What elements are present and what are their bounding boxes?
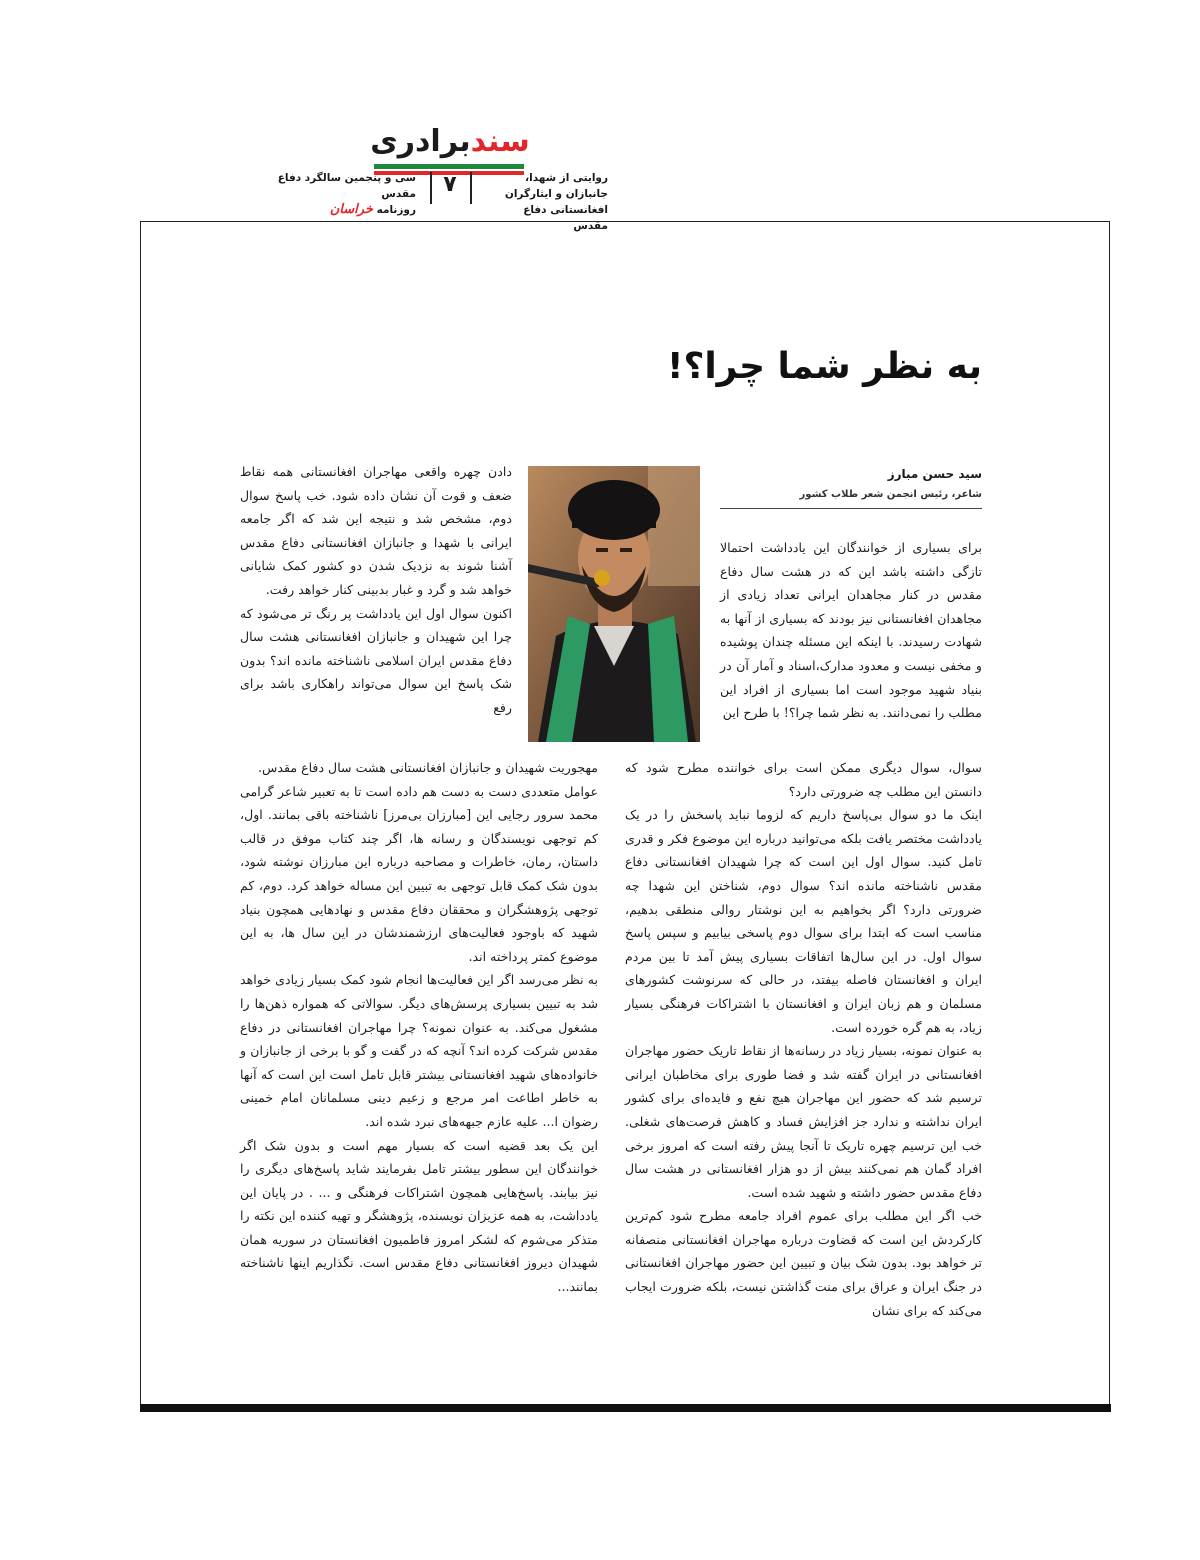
issue-label — [246, 170, 416, 218]
header-divider — [470, 172, 472, 204]
issue-label-line2 — [246, 202, 416, 218]
article-paragraph: اکنون سوال اول این یادداشت پر رنگ تر می‌شود که چرا این شهیدان و جانبازان افغانستانی هشت سال دفاع مقدس ایران اسلامی ناشناخته مانده اند؟ بدون شک پاسخ این سوال می‌تواند راهکاری باشد برای رفع — [240, 605, 512, 715]
article-column-right — [625, 756, 982, 1322]
article-paragraph: خب اگر این مطلب برای عموم افراد جامعه مطرح شود کم‌ترین کارکردش این است که قضاوت درباره مهاجران افغانستانی منصفانه تر خواهد بود. بدون شک بیان و تبیین این حضور مهاجران افغانستانی در جنگ ایران و عراق برای منت گذاشتن نیست، بلکه ضرورت ایجاب می‌کند که برای نشان — [625, 1208, 982, 1318]
article-paragraph: دادن چهره واقعی مهاجران افغانستانی همه نقاط ضعف و قوت آن نشان داده شود. خب پاسخ سوال دوم، مشخص شد و نتیجه این شد که اگر جامعه ایرانی با شهدا و جانبازان افغانستانی دفاع مقدس آشنا شوند به نزدیک شدن دو کشور کمک شایانی خواهد شد و گرد و غبار بدبینی کنار خواهد رفت. — [240, 464, 512, 597]
issue-prefix: روزنامه — [376, 204, 416, 216]
article-column-left-top — [240, 460, 512, 720]
author-portrait-photo — [528, 466, 700, 742]
section-label-line1: روایتی از شهدا، جانبازان و ایثارگران — [504, 172, 608, 200]
article-paragraph: عوامل متعددی دست به دست هم داده است تا به تعبیر شاعر گرامی محمد سرور رجایی این [مبارزان بی‌مرز] ناشناخته باقی بمانند. اول، کم توجهی نویسندگان و رسانه ها، اگر چند کتاب موفق در قالب داستان، رمان، خاطرات و مصاحبه درباره این مبارزان نوشته شود، بدون شک کمک قابل توجهی به تبیین این مساله خواهد کرد. دوم، کم توجهی پژوهشگران و محققان دفاع مقدس و نهادهایی همچون بنیاد شهید که باوجود فعالیت‌های ارزشمندشان در این سال ها، به این موضوع کمتر پرداخته اند. — [240, 783, 598, 964]
article-column-left — [240, 756, 598, 1299]
logo-dark-word: برادری — [370, 124, 471, 159]
article-paragraph: سوال، سوال دیگری ممکن است برای خواننده مطرح شود که دانستن این مطلب چه ضرورتی دارد؟ — [625, 760, 982, 799]
author-role: شاعر، رئیس انجمن شعر طلاب کشور — [799, 489, 982, 500]
header-divider — [430, 172, 432, 204]
article-paragraph: به عنوان نمونه، بسیار زیاد در رسانه‌ها از نقاط تاریک حضور مهاجران افغانستانی در ایران گفته شد و فضا طوری برای مخاطبان ایرانی ترسیم شد که حضور این مهاجران هیچ نفع و فایده‌ای برای کشور ایران نداشته و ندارد جز افزایش فساد و کاهش فرصت‌های شغلی. خب این ترسیم چهره تاریک تا آنجا پیش رفته است که امروز برخی افراد گمان هم نمی‌کنند بیش از دو هزار افغانستانی در هشت سال دفاع مقدس حضور داشته و شهید شده است. — [625, 1043, 982, 1200]
logo-wordmark — [368, 124, 532, 164]
page-number: ۷ — [443, 172, 457, 197]
byline-rule — [720, 508, 982, 509]
section-label-line2: افغانستانی دفاع مقدس — [523, 204, 608, 232]
article-paragraph: به نظر می‌رسد اگر این فعالیت‌ها انجام شود کمک بسیار زیادی خواهد شد به تبیین بسیاری پرسش‌های دیگر. سوالاتی که همواره ذهن‌ها را مشغول می‌کند. به عنوان نمونه؟ چرا مهاجران افغانستانی در دفاع مقدس شرکت کرده اند؟ آنچه که در گفت و گو با برخی از جانبازان و خانواده‌های شهید افغانستانی بیشتر قابل تامل است این است که آنها به خاطر اطاعت امر مرجع و زعیم دینی مسلمانان امام خمینی رضوان ا... علیه عازم جبهه‌های نبرد شده اند. — [240, 972, 598, 1129]
article-paragraph: برای بسیاری از خوانندگان این یادداشت احتمالا تازگی داشته باشد این که در هشت سال دفاع مقدس در کنار مجاهدان ایرانی تعداد زیادی از مجاهدان افغانستانی نیز بودند که بسیاری از آنها به شهادت رسیدند. با اینکه این مسئله چندان پوشیده و مخفی نیست و معدود مدارک،اسناد و آمار آن در بنیاد شهید موجود است اما بسیاری از افراد این مطلب را نمی‌دانند. به نظر شما چرا؟! با طرح این — [720, 540, 982, 721]
author-byline — [720, 464, 982, 509]
page-header — [0, 110, 1200, 232]
issue-label-line1: سی و پنجمین سالگرد دفاع مقدس — [277, 172, 416, 200]
article-column-right-top — [720, 536, 982, 725]
article-paragraph: مهجوریت شهیدان و جانبازان افغانستانی هشت سال دفاع مقدس. — [257, 760, 598, 775]
article-title: به نظر شما چرا؟! — [667, 346, 982, 387]
article-paragraph: این یک بعد قضیه است که بسیار مهم است و بدون شک اگر خوانندگان این سطور بیشتر تامل بفرمایند شاید پاسخ‌های دیگری را نیز بیابند. پاسخ‌هایی همچون اشتراکات فرهنگی و ... . در پایان این یادداشت، به همه عزیزان نویسنده، پژوهشگر و تهیه کننده این نکته را متذکر می‌شوم که لشکر امروز فاطمیون افغانستان در سوریه همان شهیدان دیروز افغانستانی دفاع مقدس است. نگذاریم اینها ناشناخته بمانند... — [240, 1137, 598, 1295]
article-paragraph: اینک ما دو سوال بی‌پاسخ داریم که لزوما نباید پاسخش را در یک یادداشت مختصر یافت بلکه می‌توانید درباره این موضوع فکر و قدری تامل کنید. سوال اول این است که چرا شهیدان افغانستانی دفاع مقدس ناشناخته مانده اند؟ سوال دوم، شناختن این شهدا چه ضرورتی دارد؟ اگر بخواهیم به این نوشتار روالی منطقی بدهیم، مناسب است که ابتدا برای سوال دوم پاسخی بیابیم و سپس پاسخ سوال اول. در این سال‌ها اتفاقات بسیاری پیش آمد تا بین مردم ایران و افغانستان فاصله بیفتد، در حالی که سرنوشت کشورهای مسلمان و هم زبان ایران و افغانستان با اشتراکات فرهنگی بسیار زیاد، به هم گره خورده است. — [625, 807, 982, 1035]
author-name: سید حسن مبارز — [887, 467, 982, 481]
logo-red-word: سند — [470, 124, 530, 159]
newspaper-brand: خراسان — [329, 202, 373, 217]
portrait-photo-icon — [528, 466, 700, 742]
article-frame-bottom-rule — [140, 1404, 1111, 1412]
